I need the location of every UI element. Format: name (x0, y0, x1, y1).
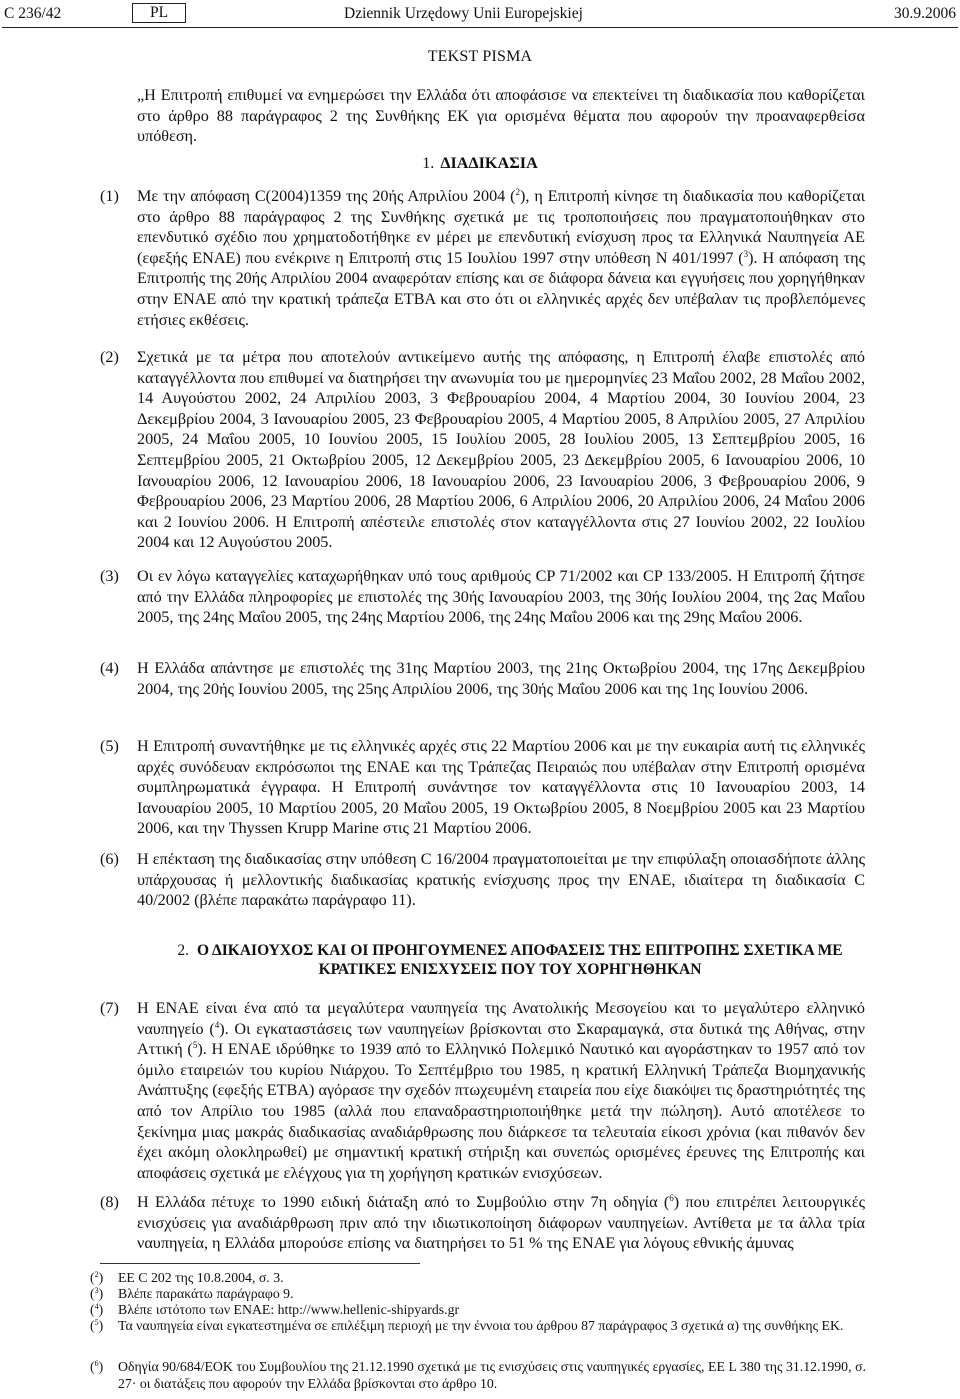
section-heading-1 (0, 154, 960, 173)
footnote-ref[interactable]: 3 (743, 248, 749, 259)
paragraph-text: Η ΕΝΑΕ είναι ένα από τα μεγαλύτερα ναυπηγεία της Ανατολικής Μεσογείου και το μεγαλύτερο ελληνικό ναυπηγείο ( (137, 999, 865, 1038)
paragraph-text: Με την απόφαση C(2004)1359 της 20ής Απριλίου 2004 ( (137, 187, 516, 205)
page-header (0, 3, 960, 25)
paragraph-5 (100, 736, 865, 839)
footnote-divider (100, 1263, 420, 1264)
paragraph-number: (2) (100, 348, 119, 366)
footnote-ref[interactable]: 2 (515, 187, 521, 197)
paragraph-text: ). Η ΕΝΑΕ ιδρύθηκε το 1939 από το Ελληνικό Πολεμικό Ναυτικό και αγοράστηκαν το 1957 από τον όμιλο εταιρειών του κυρίου Νιάρχου. Το Σεπτέμβριο του 1985, η κρατική Ελληνική Τράπεζα Βιομηχανικής Ανάπτυξης (εφεξής ΕΤΒΑ) αγόρασε την σχεδόν πτωχευμένη εταιρεία που είχε διακόψει τις δραστηριότητές της από τον Απρίλιο του 1985 (αλλά που επαναδραστηριοποιήθηκε μετά την πώληση). Αυτό αποτέλεσε το ξεκίνημα μιας μακράς διαδικασίας αναδιάρθρωσης που διάρκεσε τα τελευταία είκοσι χρόνια (και πιθανόν δεν έχει ακόμη ολοκληρωθεί) με σημαντική κρατική στήριξη και συνεπώς ορισμένες έρευνες της Επιτροπής και αποφάσεις σχετικά με ελέγχους για τη χορήγηση κρατικών ενισχύσεων. (137, 1040, 865, 1182)
paragraph-text: Η επέκταση της διαδικασίας στην υπόθεση C 16/2004 πραγματοποιείται με την επιφύλαξη οποιασδήποτε άλλης υπάρχουσας ή μελλοντικής διαδικασίας κρατικής ενίσχυσης προς την ΕΝΑΕ, ιδιαίτερα τη διαδικασία C 40/2002 (βλέπε παρακάτω παράγραφο 11). (137, 850, 865, 910)
paragraph-number: (5) (100, 737, 119, 755)
paragraph-text: Η Ελλάδα πέτυχε το 1990 ειδική διάταξη από το Συμβούλιο στην 7η οδηγία ( (137, 1193, 670, 1211)
footnote-text: Οδηγία 90/684/ΕΟΚ του Συμβουλίου της 21.12.1990 σχετικά με τις ενισχύσεις στις ναυπηγικές εργασίες, ΕΕ L 380 της 31.12.1990, σ. 27· οι διατάξεις που αφορούν την Ελλάδα βρίσκονται στο άρθρο 10. (118, 1359, 866, 1391)
section-number: 1. (422, 154, 435, 172)
paragraph-text: ), η Επιτροπή κίνησε τη διαδικασία που καθορίζεται στο άρθρο 88 παράγραφος 2 της Συνθήκης σχετικά με τις τροποποιήσεις που πραγματοποιήθηκαν στο επενδυτικό σχέδιο που χρηματοδοτήθηκε εν μέρει με επενδυτική ενίσχυση προς τα Ελληνικά Ναυπηγεία ΑΕ (εφεξής ΕΝΑΕ) που ενέκρινε η Επιτροπή στις 15 Ιουλίου 1997 στην υπόθεση Ν 401/1997 ( (137, 187, 866, 267)
paragraph-2 (100, 347, 865, 553)
footnote-marker: ($^3$) (90, 1286, 104, 1301)
page-reference: C 236/42 (4, 5, 62, 22)
footnote-text: Τα ναυπηγεία είναι εγκατεστημένα σε επιλέξιμη περιοχή με την έννοια του άρθρου 87 παράγραφος 3 σχετικά α) της συνθήκης ΕΚ. (118, 1318, 844, 1333)
paragraph-text: Η Επιτροπή συναντήθηκε με τις ελληνικές αρχές στις 22 Μαρτίου 2006 και με την ευκαιρία αυτή τις ελληνικές αρχές συνόδευαν εκπρόσωποι της ΕΝΑΕ και της Τράπεζας Πειραιώς που υπέβαλαν στην Επιτροπή ορισμένα συμπληρωματικά έγγραφα. Η Επιτροπή συνάντησε τον καταγγέλλοντα στις 10 Ιανουαρίου 2003, 14 Ιανουαρίου 2005, 10 Μαρτίου 2005, 20 Μαΐου 2005, 19 Οκτωβρίου 2005, 8 Νοεμβρίου 2005 και 23 Μαρτίου 2006, και την Thyssen Krupp Marine στις 21 Μαρτίου 2006. (137, 737, 865, 838)
paragraph-text: Σχετικά με τα μέτρα που αποτελούν αντικείμενο αυτής της απόφασης, η Επιτροπή έλαβε επιστολές από καταγγέλλοντα που επιθυμεί να διατηρήσει την ανωνυμία του με ημερομηνίες 23 Μαΐου 2002, 28 Μαΐου 2002, 14 Αυγούστου 2002, 24 Απριλίου 2003, 3 Φεβρουαρίου 2004, 4 Μαρτίου 2004, 30 Ιουνίου 2004, 23 Δεκεμβρίου 2004, 3 Ιανουαρίου 2005, 23 Φεβρουαρίου 2005, 4 Μαρτίου 2005, 8 Απριλίου 2005, 27 Απριλίου 2005, 24 Μαΐου 2005, 10 Ιουνίου 2005, 15 Ιουλίου 2005, 28 Ιουλίου 2005, 13 Σεπτεμβρίου 2005, 16 Σεπτεμβρίου 2005, 21 Οκτωβρίου 2005, 12 Δεκεμβρίου 2005, 23 Δεκεμβρίου 2005, 6 Ιανουαρίου 2006, 10 Ιανουαρίου 2006, 12 Ιανουαρίου 2006, 18 Ιανουαρίου 2006, 23 Ιανουαρίου 2006, 3 Φεβρουαρίου 2006, 9 Φεβρουαρίου 2006, 23 Μαρτίου 2006, 28 Μαρτίου 2006, 6 Απριλίου 2006, 20 Απριλίου 2006, 24 Μαΐου 2006 και 2 Ιουνίου 2006. Η Επιτροπή απέστειλε επιστολές στον καταγγέλλοντα στις 27 Ιουνίου 2002, 22 Ιουλίου 2004 και 12 Αυγούστου 2005. (137, 348, 865, 552)
footnote-ref[interactable]: 5 (192, 1040, 198, 1051)
footnote-5 (90, 1318, 866, 1335)
language-badge: PL (132, 3, 186, 23)
footnote-2 (90, 1270, 866, 1287)
paragraph-number: (3) (100, 567, 119, 585)
paragraph-text: Η Ελλάδα απάντησε με επιστολές της 31ης Μαρτίου 2003, της 21ης Οκτωβρίου 2004, της 17ης Δεκεμβρίου 2004, της 20ής Ιουνίου 2005, της 25ης Απριλίου 2006, της 30ής Μαΐου 2006 και της 1ης Ιουνίου 2006. (137, 659, 865, 698)
paragraph-text: ) που επιτρέπει λειτουργικές ενισχύσεις για αναδιάρθρωση πριν από την ιδιωτικοποίηση διάφορων ναυπηγείων. Αντίθετα με τα άλλα τρία ναυπηγεία, η Ελλάδα μπορούσε επίσης να διατηρήσει το 51 % της ΕΝΑΕ για λόγους εθνικής άμυνας (137, 1193, 865, 1253)
paragraph-number: (8) (100, 1193, 119, 1211)
paragraph-4 (100, 658, 865, 699)
section-title: Ο ΔΙΚΑΙΟΥΧΟΣ ΚΑΙ ΟΙ ΠΡΟΗΓΟΥΜΕΝΕΣ ΑΠΟΦΑΣΕΙΣ ΤΗΣ ΕΠΙΤΡΟΠΗΣ ΣΧΕΤΙΚΑ ΜΕ ΚΡΑΤΙΚΕΣ ΕΝΙΣΧΥΣΕΙΣ ΠΟΥ ΤΟΥ ΧΟΡΗΓΗΘΗΚΑΝ (196, 942, 843, 978)
intro-paragraph: „Η Επιτροπή επιθυμεί να ενημερώσει την Ελλάδα ότι αποφάσισε να επεκτείνει τη διαδικασία που καθορίζεται στο άρθρο 88 παράγραφος 2 της Συνθήκης ΕΚ για ορισμένα θέματα που αφορούν την προαναφερθείσα υπόθεση. (137, 86, 865, 145)
footnote-text: Βλέπε παρακάτω παράγραφο 9. (118, 1286, 294, 1301)
paragraph-text: Οι εν λόγω καταγγελίες καταχωρήθηκαν υπό τους αριθμούς CP 71/2002 και CP 133/2005. Η Επιτροπή ζήτησε από την Ελλάδα πληροφορίες με επιστολές της 30ής Ιανουαρίου 2003, της 30ής Ιουλίου 2004, της 2ας Μαΐου 2005, της 24ης Μαΐου 2005, της 24ης Μαρτίου 2006, της 24ης Μαΐου 2006 και της 29ης Μαΐου 2006. (137, 567, 865, 627)
footnote-text: ΕΕ C 202 της 10.8.2004, σ. 3. (118, 1270, 284, 1285)
section-title: ΔΙΑΔΙΚΑΣΙΑ (440, 154, 538, 172)
publication-date: 30.9.2006 (894, 5, 956, 22)
paragraph-1 (100, 186, 866, 330)
paragraph-3 (100, 566, 865, 628)
document-title: TEKST PISMA (427, 48, 533, 65)
footnote-marker: ($^6$) (90, 1359, 104, 1374)
paragraph-8 (100, 1192, 865, 1254)
paragraph-6 (100, 849, 865, 911)
paragraph-text: ). Οι εγκαταστάσεις των ναυπηγείων βρίσκονται στο Σκαραμαγκά, στα δυτικά της Αθήνας, στην Αττική ( (137, 1019, 865, 1059)
footnote-4 (90, 1302, 866, 1319)
footnote-marker: ($^2$) (90, 1270, 104, 1285)
footnote-6 (90, 1359, 866, 1392)
footnote-marker: ($^5$) (90, 1318, 104, 1333)
header-rule (2, 27, 958, 28)
section-number: 2. (177, 942, 189, 959)
footnote-text: Βλέπε ιστότοπο των ΕΝΑΕ: http://www.hellenic-shipyards.gr (118, 1302, 460, 1317)
paragraph-number: (1) (100, 187, 119, 205)
paragraph-text: ). Η απόφαση της Επιτροπής της 20ής Απριλίου 2004 αναφερόταν επίσης και σε διάφορα δάνεια και εγγυήσεις που χορηγήθηκαν στην ΕΝΑΕ από την κρατική τράπεζα ΕΤΒΑ και στο ότι οι ελληνικές αρχές δεν υπέβαλαν τις προβλεπόμενες ετήσιες εκθέσεις. (137, 248, 865, 329)
paragraph-number: (7) (100, 999, 119, 1017)
paragraph-7 (100, 998, 865, 1183)
section-heading-2 (145, 941, 875, 979)
footnote-marker: ($^4$) (90, 1302, 104, 1317)
paragraph-number: (4) (100, 659, 119, 677)
journal-title: Dziennik Urzędowy Unii Europejskiej (344, 5, 583, 22)
footnote-ref[interactable]: 4 (214, 1019, 220, 1030)
paragraph-number: (6) (100, 850, 119, 868)
footnote-ref[interactable]: 6 (669, 1193, 674, 1203)
footnote-3 (90, 1286, 866, 1303)
